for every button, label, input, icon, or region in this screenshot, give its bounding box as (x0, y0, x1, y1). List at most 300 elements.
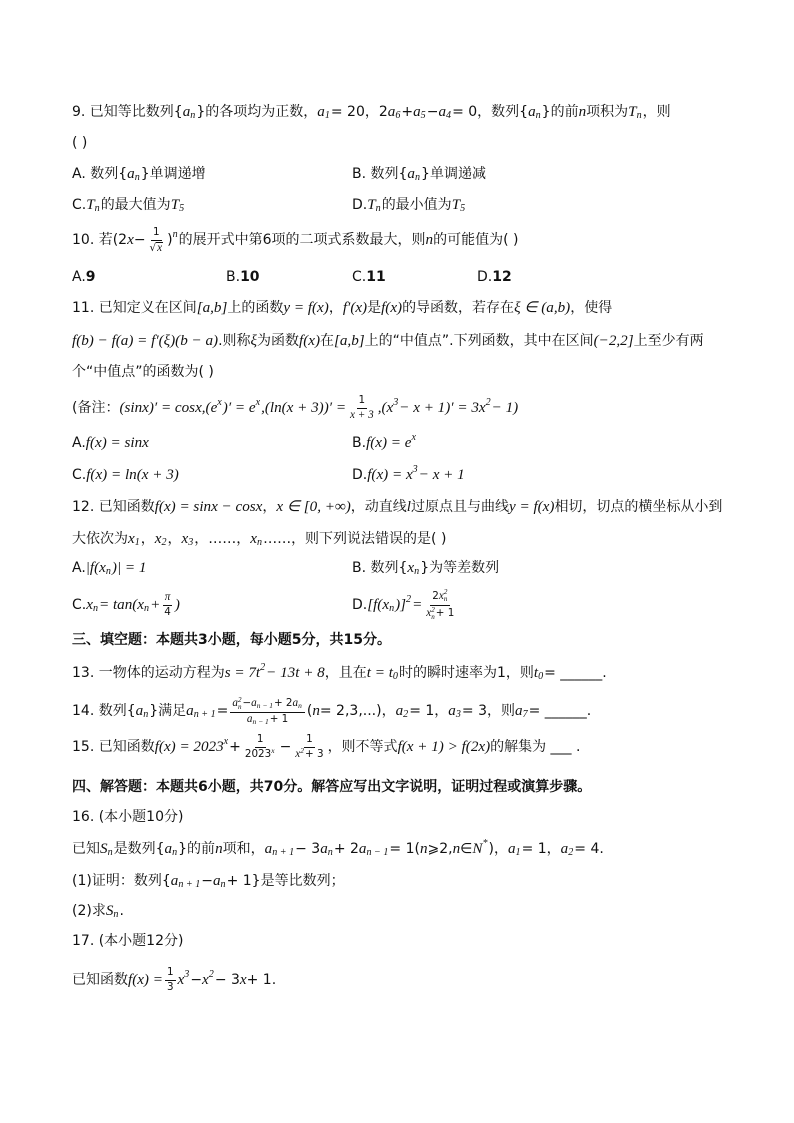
q9-answer-paren (72, 133, 87, 153)
text-run: 四、解答题：本题共6小题，共70分。解答应写出文字说明，证明过程或演算步骤。 (72, 779, 592, 795)
text-run: 是数列{ (113, 841, 165, 857)
math-run: x (157, 241, 163, 254)
superscript: x (255, 396, 261, 408)
text-run: ( (306, 703, 313, 719)
subscript: n − 1 (366, 846, 389, 858)
math-run: a (135, 703, 144, 719)
text-run: − (190, 972, 203, 988)
text-run: (1)证明：数列{ (72, 873, 171, 889)
q12-option-d (352, 588, 458, 621)
subscript: 3 (455, 708, 461, 720)
text-run: + 1 (269, 712, 289, 725)
fraction-numerator (304, 734, 315, 748)
math-run: |f(x (85, 560, 106, 576)
math-run: y = f(x) (283, 300, 329, 316)
math-run: n (578, 104, 587, 120)
bold-run: 10 (240, 269, 260, 285)
text-run: B. (226, 269, 241, 285)
text-run: 13. 一物体的运动方程为 (72, 665, 225, 681)
math-run: t = t (366, 665, 393, 681)
q10-option-d (477, 267, 512, 287)
subscript: n (92, 602, 98, 614)
text-run: = (216, 703, 229, 719)
math-run: T (86, 197, 95, 213)
q11-stem-line2 (72, 331, 704, 351)
math-run: ξ ∈ (a,b) (514, 300, 571, 316)
text-run: ……，则下列说法错误的是( ) (263, 531, 447, 547)
text-run: B. 数列{ (352, 560, 408, 576)
subscript: n − 1 (256, 701, 273, 711)
math-run: a (186, 703, 194, 719)
subscript: n (389, 602, 395, 614)
text-run: + 2 (333, 841, 359, 857)
math-run: a (448, 703, 456, 719)
math-run: a (264, 841, 273, 857)
bold-run: 12 (492, 269, 512, 285)
text-run: 是 (367, 300, 382, 316)
superscript: * (482, 837, 488, 849)
text-run: ， (328, 300, 343, 316)
math-run: T (367, 197, 376, 213)
fraction (162, 592, 173, 619)
text-run: A. (72, 269, 86, 285)
text-run: }满足 (149, 703, 187, 719)
subscript: 5 (420, 109, 426, 121)
q11-option-c (72, 465, 179, 485)
subscript: n (257, 536, 263, 548)
fraction-denominator (162, 606, 173, 619)
superscript: 2 (208, 968, 214, 980)
text-run: = 4. (574, 841, 604, 857)
text-run: 相切，切点的横坐标从小到 (554, 499, 723, 515)
fraction (243, 734, 278, 761)
text-run: . (119, 903, 124, 919)
math-run: ξ (250, 333, 258, 349)
math-run: x (128, 531, 135, 547)
q11-option-b (352, 433, 417, 453)
q9-option-b (352, 164, 486, 184)
sub-superscript (431, 607, 435, 621)
math-run: a (560, 841, 569, 857)
subscript: n (134, 171, 140, 183)
math-run: l (406, 499, 411, 515)
math-run: x (127, 232, 134, 248)
math-run: a (507, 841, 516, 857)
text-run: 大依次为 (72, 531, 128, 547)
math-run: a (317, 104, 325, 120)
text-run: 的最小值为 (381, 197, 452, 213)
text-run: 上的“中值点”.下列函数，其中在区间 (364, 333, 594, 349)
math-run: a (246, 712, 253, 725)
q12-option-b (352, 558, 499, 578)
text-run: = 2,3,...)， (319, 703, 396, 719)
q16-part1 (72, 871, 345, 891)
math-run: ,(x (377, 400, 394, 416)
text-run: + 2 (273, 696, 293, 709)
math-run: a (387, 104, 396, 120)
text-run: ， (167, 531, 182, 547)
math-run: n (425, 232, 434, 248)
fraction-numerator (151, 227, 162, 241)
text-run: 的最大值为 (100, 197, 171, 213)
text-run: − 3 (295, 841, 321, 857)
subscript: n (636, 109, 642, 121)
q9-stem (72, 102, 671, 122)
math-run: f(x) (381, 300, 403, 316)
text-run: (2)求 (72, 903, 106, 919)
superscript: 2 (300, 745, 304, 755)
superscript: 2 (406, 593, 412, 605)
subscript: n (105, 565, 111, 577)
section-fill-in-heading (72, 630, 391, 650)
fraction-numerator (165, 967, 176, 981)
q10-stem (72, 225, 519, 254)
math-run: f(x + 1) > f(2x) (397, 739, 491, 755)
fraction-numerator (163, 592, 173, 606)
fraction-denominator (243, 745, 278, 761)
superscript: 3 (184, 968, 190, 980)
math-run: )] (395, 597, 407, 613)
text-run: }单调递增 (140, 166, 206, 182)
subscript: n (414, 565, 420, 577)
text-run: 1 (256, 732, 264, 745)
text-run: ( ) (72, 135, 88, 151)
subscript: n (107, 846, 113, 858)
text-run: D. (352, 197, 368, 213)
superscript: 3 (412, 463, 418, 475)
text-run: = 0，数列{ (452, 104, 529, 120)
text-run: A. (72, 560, 86, 576)
math-run: f′(x) (342, 300, 368, 316)
text-run: 在 (320, 333, 334, 349)
superscript: n (172, 228, 178, 240)
math-run: x + 3 (350, 408, 374, 421)
math-run: − 1) (491, 400, 519, 416)
q11-option-d (352, 465, 465, 485)
text-run: ， (262, 499, 277, 515)
math-run: a (320, 841, 328, 857)
subscript: n (220, 878, 226, 890)
fraction-numerator (255, 734, 266, 748)
text-run: C. (72, 197, 87, 213)
text-run: ， (140, 531, 155, 547)
math-run: a (212, 873, 221, 889)
text-run: = 20，2 (330, 104, 388, 120)
text-run: .则称 (218, 333, 251, 349)
text-run: )， (488, 841, 508, 857)
subscript: 3 (188, 536, 194, 548)
math-run: )| = 1 (111, 560, 147, 576)
text-run: ，则不等式 (327, 739, 398, 755)
text-run: }的前 (178, 841, 216, 857)
text-run: 10. 若(2 (72, 232, 128, 248)
text-run: − (426, 104, 439, 120)
q9-option-a (72, 164, 206, 184)
subscript: 1 (324, 109, 330, 121)
subscript: n (431, 612, 435, 621)
text-run: (备注： (72, 400, 120, 416)
fraction-denominator (293, 745, 325, 761)
q11-note (72, 393, 519, 421)
text-run: ⩾2, (427, 841, 453, 857)
superscript: x (217, 396, 222, 408)
text-run: A. 数列{ (72, 166, 128, 182)
text-run: ) (167, 232, 173, 248)
text-run: 15. 已知函数 (72, 739, 155, 755)
bold-run: 11 (366, 269, 386, 285)
math-run: x (239, 972, 247, 988)
math-run: f(b) − f(a) = f′(ξ)(b − a) (72, 333, 219, 349)
subscript: n + 1 (272, 846, 295, 858)
math-run: a (358, 841, 367, 857)
text-run: B. 数列{ (352, 166, 408, 182)
text-run: D. (477, 269, 493, 285)
text-run: 的导函数，若存在 (402, 300, 515, 316)
text-run: 12. 已知函数 (72, 499, 155, 515)
text-run: }为等差数列 (420, 560, 500, 576)
subscript: n (535, 109, 541, 121)
math-run: x (154, 531, 162, 547)
text-run: = 3，则 (461, 703, 515, 719)
fraction (293, 734, 325, 761)
subscript: 2 (403, 708, 409, 720)
math-run: π (164, 590, 171, 603)
fraction-denominator (165, 981, 176, 994)
text-run: C. (72, 597, 87, 613)
text-run: 项积为 (586, 104, 629, 120)
subscript: n (94, 202, 100, 214)
math-run: a (528, 104, 536, 120)
q11-option-a (72, 433, 149, 453)
subscript: 6 (395, 109, 401, 121)
text-run: + 1. (246, 972, 277, 988)
subscript: n (172, 846, 178, 858)
subscript: 2 (568, 846, 574, 858)
q12-stem-line2 (72, 529, 446, 549)
text-run: 2 (432, 589, 439, 602)
math-run: ) (174, 597, 180, 613)
subscript: n (327, 846, 333, 858)
math-run: a (395, 703, 404, 719)
text-run: 个“中值点”的函数为( ) (72, 364, 214, 380)
math-run: − 13t + 8 (266, 665, 325, 681)
subscript: 1 (134, 536, 140, 548)
math-run: + (150, 597, 161, 613)
math-run: y = f(x) (509, 499, 555, 515)
text-run: 1 (306, 732, 313, 745)
text-run: − (279, 739, 292, 755)
text-run: 已知函数 (72, 972, 128, 988)
math-run: f(x) = sinx − cosx (154, 499, 263, 515)
section-solution-heading (72, 777, 591, 797)
q11-stem-line1 (72, 298, 612, 318)
math-run: N (472, 841, 483, 857)
q9-option-d (352, 195, 466, 215)
text-run: 时的瞬时速率为1，则 (398, 665, 534, 681)
text-run: + (229, 739, 241, 755)
math-run: = (412, 597, 423, 613)
superscript: 2 (260, 661, 266, 673)
text-run: = ______. (544, 665, 607, 681)
subscript: n (113, 908, 119, 920)
text-run: = 1( (389, 841, 420, 857)
math-run: n (312, 703, 320, 719)
text-run: B. (352, 435, 367, 451)
math-run: f(x) = ln(x + 3) (86, 467, 179, 483)
math-run: s = 7t (224, 665, 261, 681)
subscript: 2 (161, 536, 167, 548)
fraction-denominator (424, 606, 456, 621)
math-run: a (292, 696, 299, 709)
text-run: 17. (本小题12分) (72, 933, 184, 949)
fraction (148, 227, 166, 253)
math-run: f(x) (299, 333, 320, 349)
fraction-denominator (148, 241, 166, 253)
superscript: 2 (485, 396, 491, 408)
math-run: x (86, 597, 93, 613)
math-run: x (438, 589, 444, 602)
fraction-numerator (357, 395, 368, 409)
text-run: − 3 (214, 972, 240, 988)
text-run: − (133, 232, 146, 248)
superscript: 2 (237, 695, 242, 704)
q17-stem (72, 965, 277, 993)
math-run: − x + 1 (418, 467, 465, 483)
q10-option-b (226, 267, 260, 287)
math-run: S (105, 903, 114, 919)
fraction (348, 395, 376, 422)
square-root (150, 242, 164, 253)
text-run: D. (352, 467, 368, 483)
math-run: a (232, 696, 238, 709)
q10-option-a (72, 267, 96, 287)
math-run: x (250, 531, 258, 547)
fraction (424, 589, 456, 620)
text-run: + 1}是等比数列； (226, 873, 345, 889)
math-run: x (426, 606, 432, 619)
text-run: D. (352, 597, 368, 613)
subscript: n (443, 595, 448, 604)
subscript: n + 1 (193, 708, 216, 720)
math-run: x ∈ [0, +∞) (276, 499, 351, 515)
math-run: a (413, 104, 421, 120)
bold-run: 9 (85, 269, 96, 285)
subscript: n + 1 (178, 878, 201, 890)
superscript: 2 (443, 588, 448, 597)
text-run: C. (352, 269, 367, 285)
math-run: n (215, 841, 223, 857)
math-run: (sinx)′ = cosx,(e (119, 400, 218, 416)
math-run: n (452, 841, 461, 857)
subscript: n (237, 702, 242, 711)
text-run: }的各项均为正数， (196, 104, 318, 120)
math-run: [a,b] (196, 300, 228, 316)
text-run: = 1， (521, 841, 561, 857)
math-run: a (127, 166, 135, 182)
q16-title (72, 807, 183, 827)
math-run: n (419, 841, 428, 857)
superscript: x (411, 431, 416, 443)
math-run: − x + 1)′ = 3x (399, 400, 486, 416)
subscript: n − 1 (252, 717, 269, 727)
math-run: f(x) = (128, 972, 163, 988)
q16-stem (72, 839, 604, 859)
math-run: a (407, 166, 415, 182)
math-run: a (515, 703, 523, 719)
math-run: f(x) = sinx (85, 435, 149, 451)
math-run: = tan(x (99, 597, 145, 613)
text-run: }单调递减 (421, 166, 486, 182)
subscript: 4 (446, 109, 452, 121)
radical-sign: √ (149, 241, 157, 254)
math-run: T (628, 104, 637, 120)
fraction (165, 967, 176, 994)
text-run: 11. 已知定义在区间 (72, 300, 197, 316)
subscript: 0 (392, 670, 398, 682)
math-run: x (202, 972, 209, 988)
math-run: x (295, 747, 301, 760)
q11-stem-line3 (72, 362, 214, 382)
text-run: + 1 (435, 606, 455, 619)
math-run: ,(ln(x + 3))′ = (261, 400, 347, 416)
q16-part2 (72, 901, 124, 921)
math-run: x (177, 972, 185, 988)
text-run: 1 (358, 393, 366, 406)
text-run: 1 (166, 965, 174, 978)
math-run: (−2,2] (593, 333, 634, 349)
math-run: T (451, 197, 461, 213)
fraction-denominator (348, 409, 376, 422)
text-run: 上至少有两 (633, 333, 704, 349)
text-run: = ______. (528, 703, 592, 719)
subscript: n (190, 109, 196, 121)
superscript: x (271, 745, 275, 755)
subscript: 5 (460, 202, 466, 214)
text-run: 16. (本小题10分) (72, 809, 184, 825)
q12-stem-line1 (72, 497, 722, 517)
text-run: 上的函数 (227, 300, 284, 316)
sub-superscript (238, 697, 242, 711)
math-run: a (438, 104, 447, 120)
text-run: 9. 已知等比数列{ (72, 104, 183, 120)
q12-option-a (72, 558, 146, 578)
q12-option-c (72, 590, 180, 618)
math-run: f(x) = 2023 (154, 739, 224, 755)
math-run: a (170, 873, 179, 889)
text-run: = 1， (409, 703, 449, 719)
math-run: x (181, 531, 189, 547)
text-run: ，使得 (570, 300, 613, 316)
text-run: 1 (153, 225, 160, 238)
subscript: n (414, 171, 421, 183)
fraction (230, 697, 304, 726)
q9-option-c (72, 195, 185, 215)
math-run: x (407, 560, 415, 576)
subscript: n (144, 602, 150, 614)
text-run: 的解集为 ___ . (490, 739, 581, 755)
text-run: A. (72, 435, 86, 451)
math-run: T (170, 197, 180, 213)
text-run: ，且在 (324, 665, 367, 681)
subscript: n (375, 202, 381, 214)
text-run: }的前 (541, 104, 579, 120)
text-run: 项和， (222, 841, 265, 857)
q17-title (72, 931, 183, 951)
fraction-numerator (430, 589, 450, 605)
q10-option-c (352, 267, 386, 287)
text-run: + (401, 104, 414, 120)
math-run: a (182, 104, 191, 120)
